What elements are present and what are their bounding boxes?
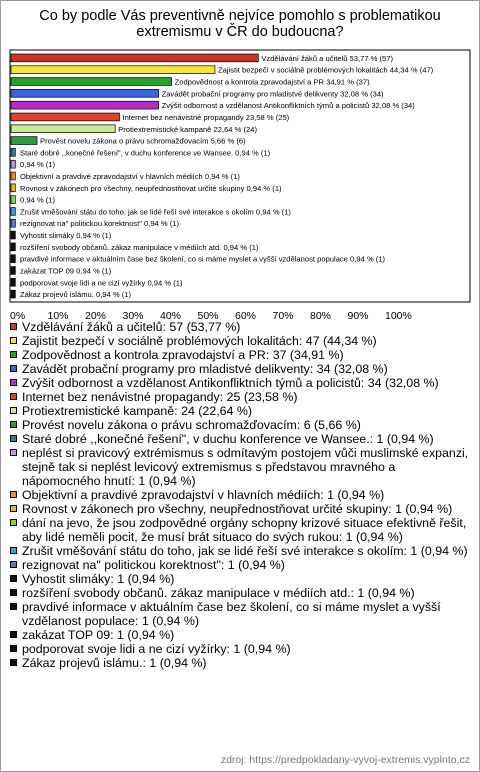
bar-13 — [11, 208, 15, 216]
legend-item — [10, 488, 476, 502]
bar-label-8: Staré dobré ,,konečné řešení", v duchu konference ve Wansee. 0,94 % (1) — [20, 148, 271, 158]
legend-label: Zajistit bezpečí v sociálně problémových lokalitách: 47 (44,34 %) — [22, 334, 377, 348]
legend-item — [10, 516, 476, 544]
legend-swatch — [10, 407, 17, 414]
bar-label-2: Zodpovědnost a kontrola zpravodajství a PR 34,91 % (37) — [174, 77, 370, 87]
bar-16 — [11, 243, 15, 251]
legend-swatch — [10, 505, 17, 512]
bar-14 — [11, 219, 15, 227]
legend-label: rezignovat na" politickou korektnost": 1 (0,94 %) — [22, 558, 285, 572]
legend-swatch — [10, 379, 17, 386]
bar-label-14: rezignovat na" politickou korektnost" 0,94 % (1) — [20, 219, 180, 229]
legend-swatch — [10, 631, 17, 638]
bar-6 — [11, 125, 115, 133]
bar-label-18: zakázat TOP 09 0,94 % (1) — [20, 266, 112, 276]
bar-label-9: 0,94 % (1) — [20, 160, 56, 170]
legend-label: Staré dobré ,,konečné řešení", v duchu konference ve Wansee.: 1 (0,94 %) — [22, 432, 434, 446]
legend-swatch — [10, 575, 17, 582]
bar-label-0: Vzdělávání žáků a učitelů 53,77 % (57) — [261, 53, 394, 63]
bar-18 — [11, 267, 15, 275]
bar-7 — [11, 137, 37, 145]
legend-item — [10, 558, 476, 572]
legend-label: Internet bez nenávistné propagandy: 25 (23,58 %) — [22, 390, 298, 404]
x-tick-label: 60% — [235, 310, 257, 322]
bar-4 — [11, 101, 159, 109]
bar-label-1: Zajistit bezpečí v sociálně problémových lokalitách 44,34 % (47) — [217, 65, 434, 75]
legend-label: Zákaz projevů islámu.: 1 (0,94 %) — [22, 656, 207, 670]
bar-17 — [11, 255, 15, 263]
bar-11 — [11, 184, 15, 192]
legend-label: Vzdělávání žáků a učitelů: 57 (53,77 %) — [22, 320, 241, 334]
legend-swatch — [10, 547, 17, 554]
legend-label: pravdivé informace v aktuálním čase bez školení, co si máme myslet a vyšší vzdělanost populace: 1 (0,94 %) — [22, 600, 441, 628]
chart-title: Co by podle Vás preventivně nejvíce pomohlo s problematikou extremismu v ČR do budoucna? — [39, 8, 441, 40]
legend-label: rozšíření svobody občanů. zákaz manipulace v médiích atd.: 1 (0,94 %) — [22, 586, 415, 600]
legend-swatch — [10, 393, 17, 400]
x-tick-label: 40% — [160, 310, 182, 322]
legend-label: zakázat TOP 09: 1 (0,94 %) — [22, 628, 175, 642]
legend-item — [10, 432, 476, 446]
bar-label-11: Rovnost v zákonech pro všechny, neupřednostňovat určité skupiny 0,94 % (1) — [20, 183, 282, 193]
source-note: zdroj: https://predpokladany-vyvoj-extremis.vyplnto.cz — [220, 754, 470, 766]
x-tick-label: 50% — [197, 310, 219, 322]
legend-label: Rovnost v zákonech pro všechny, neupřednostňovat určité skupiny: 1 (0,94 %) — [22, 502, 453, 516]
bar-label-13: Zrušit vměšování státu do toho, jak se lidé řeší své interakce s okolím 0,94 % (1) — [20, 207, 291, 217]
bar-label-17: pravdivé informace v aktuálním čase bez školení, co si máme myslet a vyšší vzdělanost populace 0,94 % (1) — [20, 254, 386, 264]
legend-swatch — [10, 435, 17, 442]
legend-swatch — [10, 491, 17, 498]
legend-item — [10, 544, 476, 558]
legend-label: Zrušit vměšování státu do toho, jak se lidé řeší své interakce s okolím: 1 (0,94 %) — [22, 544, 468, 558]
legend-swatch — [10, 365, 17, 372]
legend-swatch — [10, 421, 17, 428]
legend-label: Zavádět probační programy pro mladistvé delikventy: 34 (32,08 %) — [22, 362, 388, 376]
bar-label-3: Zavádět probační programy pro mladistvé delikventy 32,08 % (34) — [161, 89, 384, 99]
legend — [10, 320, 476, 670]
bar-9 — [11, 160, 15, 168]
legend-label: Protiextremistické kampaně: 24 (22,64 %) — [22, 404, 253, 418]
legend-swatch — [10, 561, 17, 568]
bar-label-10: Objektivní a pravdivé zpravodajství v hlavních médiích 0,94 % (1) — [20, 172, 240, 181]
legend-item — [10, 600, 476, 628]
legend-swatch — [10, 659, 17, 666]
legend-label: Zvýšit odbornost a vzdělanost Antikonfliktních týmů a policistů: 34 (32,08 %) — [22, 376, 439, 390]
bar-label-15: Vyhostit slimáky 0,94 % (1) — [20, 231, 112, 241]
legend-swatch — [10, 449, 17, 456]
bar-label-12: 0,94 % (1) — [20, 195, 56, 205]
legend-item — [10, 502, 476, 516]
legend-item — [10, 446, 476, 488]
legend-item — [10, 586, 476, 600]
legend-item — [10, 390, 476, 404]
legend-item — [10, 334, 476, 348]
legend-label: neplést si pravicový extrémismus s odmítavým postojem vůči muslimské expanzi, stejně tak si neplést levicový extremismus s představou mravného a nápomocného hnutí: 1 (0,94 %) — [22, 446, 469, 488]
legend-item — [10, 572, 476, 586]
bar-label-16: rozšíření svobody občanů. zákaz manipulace v médiích atd. 0,94 % (1) — [20, 242, 259, 252]
x-tick-label: 80% — [310, 310, 332, 322]
bar-15 — [11, 231, 15, 239]
legend-item — [10, 376, 476, 390]
x-tick-label: 0% — [10, 310, 26, 322]
bar-19 — [11, 278, 15, 286]
bar-20 — [11, 290, 15, 298]
legend-label: Vyhostit slimáky: 1 (0,94 %) — [22, 572, 175, 586]
legend-item — [10, 362, 476, 376]
legend-item — [10, 348, 476, 362]
bar-label-20: Zákaz projevů islámu. 0,94 % (1) — [20, 290, 131, 300]
bar-10 — [11, 172, 15, 180]
x-tick-label: 90% — [347, 310, 369, 322]
legend-label: Zodpovědnost a kontrola zpravodajství a PR: 37 (34,91 %) — [22, 348, 344, 362]
bar-8 — [11, 148, 15, 156]
legend-swatch — [10, 351, 17, 358]
bar-5 — [11, 113, 119, 121]
legend-label: dání na jevo, že jsou zodpovědné orgány schopny krizové situace efektivně řešit, aby lidé neměli pocit, že musí brát situaco do svých rukou: 1 (0,94 %) — [22, 516, 467, 544]
legend-label: podporovat svoje lidi a ne cizí vyžírky: 1 (0,94 %) — [22, 642, 291, 656]
legend-swatch — [10, 323, 17, 330]
bar-12 — [11, 196, 15, 204]
bar-2 — [11, 78, 172, 86]
legend-item — [10, 320, 476, 334]
legend-swatch — [10, 603, 17, 610]
legend-swatch — [10, 645, 17, 652]
bar-label-7: Provést novelu zákona o právu schromažďovacím 5,66 % (6) — [40, 136, 246, 146]
legend-item — [10, 404, 476, 418]
x-tick-label: 20% — [85, 310, 107, 322]
bar-label-6: Protiextremistické kampaně 22,64 % (24) — [118, 124, 258, 134]
x-tick-label: 100% — [385, 310, 412, 322]
legend-item — [10, 628, 476, 642]
x-tick-label: 30% — [122, 310, 144, 322]
bar-1 — [11, 66, 215, 74]
bar-3 — [11, 89, 159, 97]
legend-item — [10, 656, 476, 670]
bar-0 — [11, 54, 258, 62]
legend-item — [10, 418, 476, 432]
x-tick-label: 70% — [272, 310, 294, 322]
bar-label-5: Internet bez nenávistné propagandy 23,58 % (25) — [122, 112, 290, 122]
legend-label: Objektivní a pravdivé zpravodajství v hlavních médiích: 1 (0,94 %) — [22, 488, 385, 502]
x-tick-label: 10% — [47, 310, 69, 322]
legend-swatch — [10, 337, 17, 344]
bar-label-4: Zvýšit odbornost a vzdělanost Antikonfliktních týmů a policistů 32,08 % (34) — [161, 101, 415, 111]
legend-label: Provést novelu zákona o právu schromažďovacím: 6 (5,66 %) — [22, 418, 361, 432]
legend-swatch — [10, 589, 17, 596]
legend-item — [10, 642, 476, 656]
legend-swatch — [10, 519, 17, 526]
bar-label-19: podporovat svoje lidi a ne cizí vyžírky 0,94 % (1) — [20, 278, 183, 288]
plot-area — [10, 50, 470, 302]
bar-chart — [0, 0, 480, 325]
